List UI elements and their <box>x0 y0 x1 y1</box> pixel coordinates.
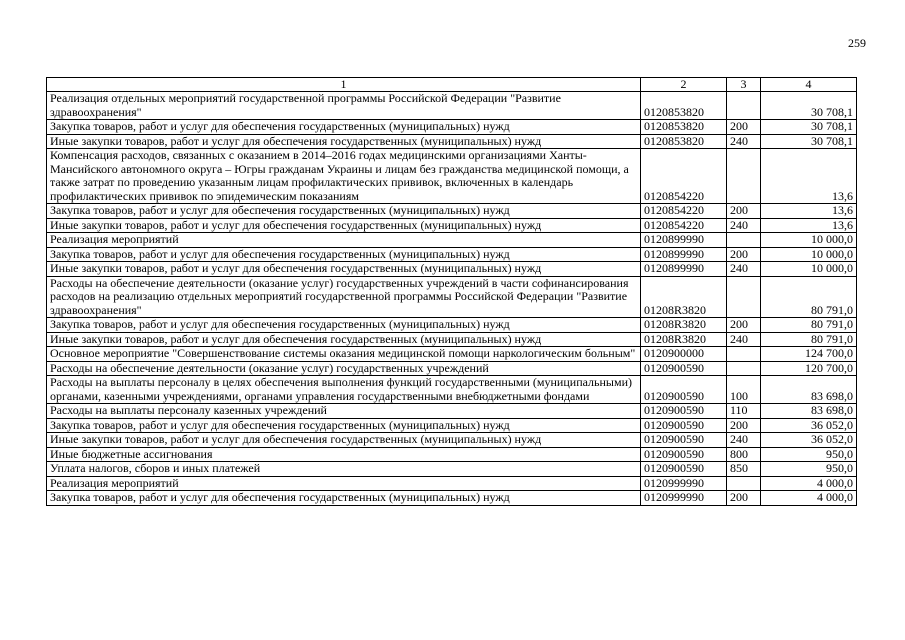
row-amount-cell: 13,6 <box>761 218 857 233</box>
row-type-cell: 110 <box>727 404 761 419</box>
row-name-cell: Реализация мероприятий <box>47 476 641 491</box>
header-col-2: 2 <box>641 78 727 92</box>
row-amount-cell: 30 708,1 <box>761 134 857 149</box>
table-row <box>47 418 857 433</box>
table-row <box>47 332 857 347</box>
header-col-3: 3 <box>727 78 761 92</box>
row-amount-cell: 120 700,0 <box>761 361 857 376</box>
table-row <box>47 447 857 462</box>
row-amount-cell: 13,6 <box>761 204 857 219</box>
row-name-cell: Иные закупки товаров, работ и услуг для обеспечения государственных (муниципальных) нужд <box>47 218 641 233</box>
row-type-cell: 200 <box>727 418 761 433</box>
row-name-cell: Иные закупки товаров, работ и услуг для обеспечения государственных (муниципальных) нужд <box>47 332 641 347</box>
row-code-cell: 0120854220 <box>641 218 727 233</box>
table-body <box>47 92 857 506</box>
table-row <box>47 92 857 120</box>
row-code-cell: 0120853820 <box>641 92 727 120</box>
row-code-cell: 0120999990 <box>641 476 727 491</box>
table-row <box>47 120 857 135</box>
row-code-cell: 0120900590 <box>641 418 727 433</box>
row-name-cell: Закупка товаров, работ и услуг для обеспечения государственных (муниципальных) нужд <box>47 247 641 262</box>
row-code-cell: 0120999990 <box>641 491 727 506</box>
row-name-cell: Иные бюджетные ассигнования <box>47 447 641 462</box>
table-row <box>47 476 857 491</box>
row-type-cell: 800 <box>727 447 761 462</box>
row-name-cell: Уплата налогов, сборов и иных платежей <box>47 462 641 477</box>
row-type-cell: 240 <box>727 262 761 277</box>
row-code-cell: 0120853820 <box>641 134 727 149</box>
row-type-cell: 240 <box>727 134 761 149</box>
table-row <box>47 491 857 506</box>
row-name-cell: Иные закупки товаров, работ и услуг для обеспечения государственных (муниципальных) нужд <box>47 262 641 277</box>
row-type-cell: 200 <box>727 318 761 333</box>
row-amount-cell: 10 000,0 <box>761 247 857 262</box>
row-name-cell: Иные закупки товаров, работ и услуг для обеспечения государственных (муниципальных) нужд <box>47 134 641 149</box>
row-amount-cell: 30 708,1 <box>761 120 857 135</box>
row-type-cell: 200 <box>727 491 761 506</box>
row-type-cell <box>727 92 761 120</box>
row-code-cell: 0120899990 <box>641 233 727 248</box>
table-row <box>47 233 857 248</box>
row-type-cell: 100 <box>727 376 761 404</box>
row-name-cell: Расходы на обеспечение деятельности (оказание услуг) государственных учреждений в части софинансирования расходов на реализацию отдельных мероприятий государственной программы Российской Федерации "Развитие здравоохранения" <box>47 276 641 318</box>
row-name-cell: Закупка товаров, работ и услуг для обеспечения государственных (муниципальных) нужд <box>47 204 641 219</box>
row-amount-cell: 950,0 <box>761 447 857 462</box>
row-amount-cell: 80 791,0 <box>761 332 857 347</box>
row-amount-cell: 10 000,0 <box>761 262 857 277</box>
row-amount-cell: 950,0 <box>761 462 857 477</box>
table-row <box>47 134 857 149</box>
row-type-cell <box>727 347 761 362</box>
row-code-cell: 0120900590 <box>641 462 727 477</box>
row-amount-cell: 83 698,0 <box>761 404 857 419</box>
row-type-cell: 240 <box>727 218 761 233</box>
row-code-cell: 0120900590 <box>641 376 727 404</box>
row-amount-cell: 36 052,0 <box>761 433 857 448</box>
table-row <box>47 433 857 448</box>
row-type-cell: 200 <box>727 247 761 262</box>
row-type-cell: 240 <box>727 433 761 448</box>
row-code-cell: 0120854220 <box>641 149 727 204</box>
row-name-cell: Иные закупки товаров, работ и услуг для обеспечения государственных (муниципальных) нужд <box>47 433 641 448</box>
row-code-cell: 0120899990 <box>641 262 727 277</box>
row-amount-cell: 13,6 <box>761 149 857 204</box>
row-amount-cell: 36 052,0 <box>761 418 857 433</box>
row-type-cell <box>727 476 761 491</box>
table-row <box>47 376 857 404</box>
row-code-cell: 01208R3820 <box>641 332 727 347</box>
row-code-cell: 0120854220 <box>641 204 727 219</box>
row-code-cell: 01208R3820 <box>641 318 727 333</box>
table-row <box>47 404 857 419</box>
row-code-cell: 0120899990 <box>641 247 727 262</box>
header-row <box>47 78 857 92</box>
row-code-cell: 0120900590 <box>641 361 727 376</box>
table-row <box>47 218 857 233</box>
row-amount-cell: 30 708,1 <box>761 92 857 120</box>
row-code-cell: 0120900590 <box>641 404 727 419</box>
table-row <box>47 347 857 362</box>
row-name-cell: Компенсация расходов, связанных с оказанием в 2014–2016 годах медицинскими организациями Ханты-Мансийского автономного округа – Югры гражданам Украины и лицам без гражданства медицинской помощи, а также затрат по проведению указанным лицам профилактических прививок, включенных в календарь профилактических прививок по эпидемическим показаниям <box>47 149 641 204</box>
row-type-cell <box>727 361 761 376</box>
row-name-cell: Закупка товаров, работ и услуг для обеспечения государственных (муниципальных) нужд <box>47 418 641 433</box>
row-type-cell: 240 <box>727 332 761 347</box>
table-row <box>47 204 857 219</box>
row-name-cell: Основное мероприятие "Совершенствование системы оказания медицинской помощи наркологическим больным" <box>47 347 641 362</box>
table-row <box>47 149 857 204</box>
row-type-cell: 200 <box>727 120 761 135</box>
row-amount-cell: 10 000,0 <box>761 233 857 248</box>
row-type-cell <box>727 276 761 318</box>
row-type-cell <box>727 149 761 204</box>
row-amount-cell: 80 791,0 <box>761 318 857 333</box>
table-row <box>47 276 857 318</box>
row-code-cell: 0120900000 <box>641 347 727 362</box>
row-amount-cell: 4 000,0 <box>761 476 857 491</box>
row-type-cell: 850 <box>727 462 761 477</box>
table-row <box>47 318 857 333</box>
header-col-4: 4 <box>761 78 857 92</box>
row-code-cell: 0120853820 <box>641 120 727 135</box>
table-row <box>47 262 857 277</box>
table-row <box>47 361 857 376</box>
row-name-cell: Закупка товаров, работ и услуг для обеспечения государственных (муниципальных) нужд <box>47 491 641 506</box>
row-name-cell: Расходы на выплаты персоналу казенных учреждений <box>47 404 641 419</box>
row-amount-cell: 80 791,0 <box>761 276 857 318</box>
row-type-cell <box>727 233 761 248</box>
row-name-cell: Расходы на выплаты персоналу в целях обеспечения выполнения функций государственными (муниципальными) органами, казенными учреждениями, органами управления государственными внебюджетными фондами <box>47 376 641 404</box>
row-code-cell: 01208R3820 <box>641 276 727 318</box>
row-name-cell: Реализация отдельных мероприятий государственной программы Российской Федерации "Развитие здравоохранения" <box>47 92 641 120</box>
row-code-cell: 0120900590 <box>641 447 727 462</box>
row-code-cell: 0120900590 <box>641 433 727 448</box>
row-name-cell: Расходы на обеспечение деятельности (оказание услуг) государственных учреждений <box>47 361 641 376</box>
table-row <box>47 247 857 262</box>
header-col-1: 1 <box>47 78 641 92</box>
row-amount-cell: 4 000,0 <box>761 491 857 506</box>
row-amount-cell: 83 698,0 <box>761 376 857 404</box>
budget-table <box>46 77 857 506</box>
page-number: 259 <box>848 36 866 50</box>
row-amount-cell: 124 700,0 <box>761 347 857 362</box>
table-row <box>47 462 857 477</box>
row-type-cell: 200 <box>727 204 761 219</box>
row-name-cell: Закупка товаров, работ и услуг для обеспечения государственных (муниципальных) нужд <box>47 120 641 135</box>
row-name-cell: Реализация мероприятий <box>47 233 641 248</box>
row-name-cell: Закупка товаров, работ и услуг для обеспечения государственных (муниципальных) нужд <box>47 318 641 333</box>
